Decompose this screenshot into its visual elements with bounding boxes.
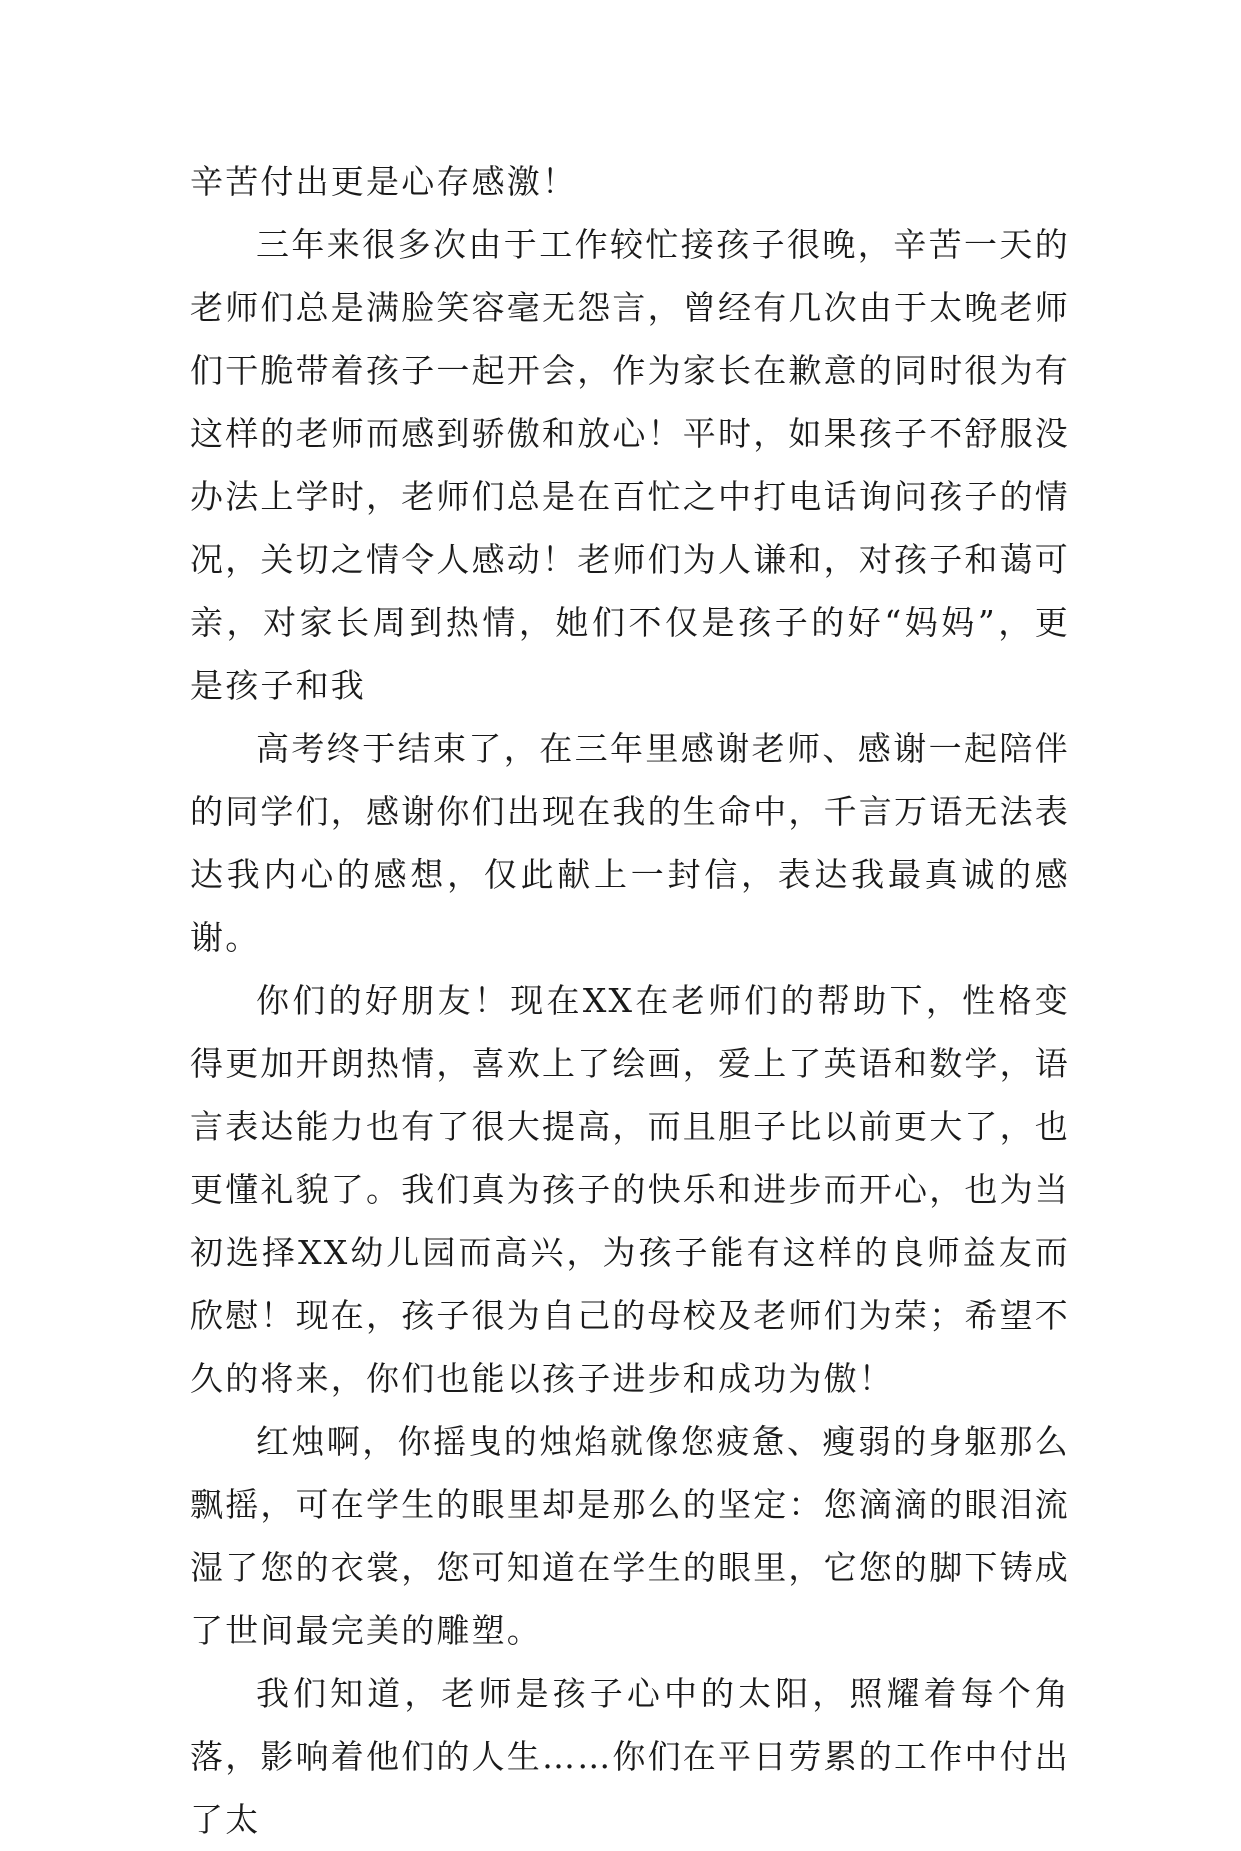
paragraph-1: 辛苦付出更是心存感激！ xyxy=(190,162,578,201)
paragraph-3: 高考终于结束了，在三年里感谢老师、感谢一起陪伴的同学们，感谢你们出现在我的生命中，千言万语无法表达我内心的感想，仅此献上一封信，表达我最真诚的感谢。 xyxy=(190,729,1070,957)
paragraph-2: 三年来很多次由于工作较忙接孩子很晚，辛苦一天的老师们总是满脸笑容毫无怨言，曾经有几次由于太晚老师们干脆带着孩子一起开会，作为家长在歉意的同时很为有这样的老师而感到骄傲和放心！平时，如果孩子不舒服没办法上学时，老师们总是在百忙之中打电话询问孩子的情况，关切之情令人感动！老师们为人谦和，对孩子和蔼可亲，对家长周到热情，她们不仅是孩子的好“妈妈”，更是孩子和我 xyxy=(190,225,1070,705)
paragraph-6: 我们知道，老师是孩子心中的太阳，照耀着每个角落，影响着他们的人生……你们在平日劳累的工作中付出了太 xyxy=(190,1674,1070,1839)
paragraph-4: 你们的好朋友！现在XX在老师们的帮助下，性格变得更加开朗热情，喜欢上了绘画，爱上了英语和数学，语言表达能力也有了很大提高，而且胆子比以前更大了，也更懂礼貌了。我们真为孩子的快乐和进步而开心，也为当初选择XX幼儿园而高兴，为孩子能有这样的良师益友而欣慰！现在，孩子很为自己的母校及老师们为荣；希望不久的将来，你们也能以孩子进步和成功为傲！ xyxy=(190,981,1070,1398)
document-body xyxy=(190,150,1070,1851)
paragraph-5: 红烛啊，你摇曳的烛焰就像您疲惫、瘦弱的身躯那么飘摇，可在学生的眼里却是那么的坚定：您滴滴的眼泪流湿了您的衣裳，您可知道在学生的眼里，它您的脚下铸成了世间最完美的雕塑。 xyxy=(190,1422,1070,1650)
